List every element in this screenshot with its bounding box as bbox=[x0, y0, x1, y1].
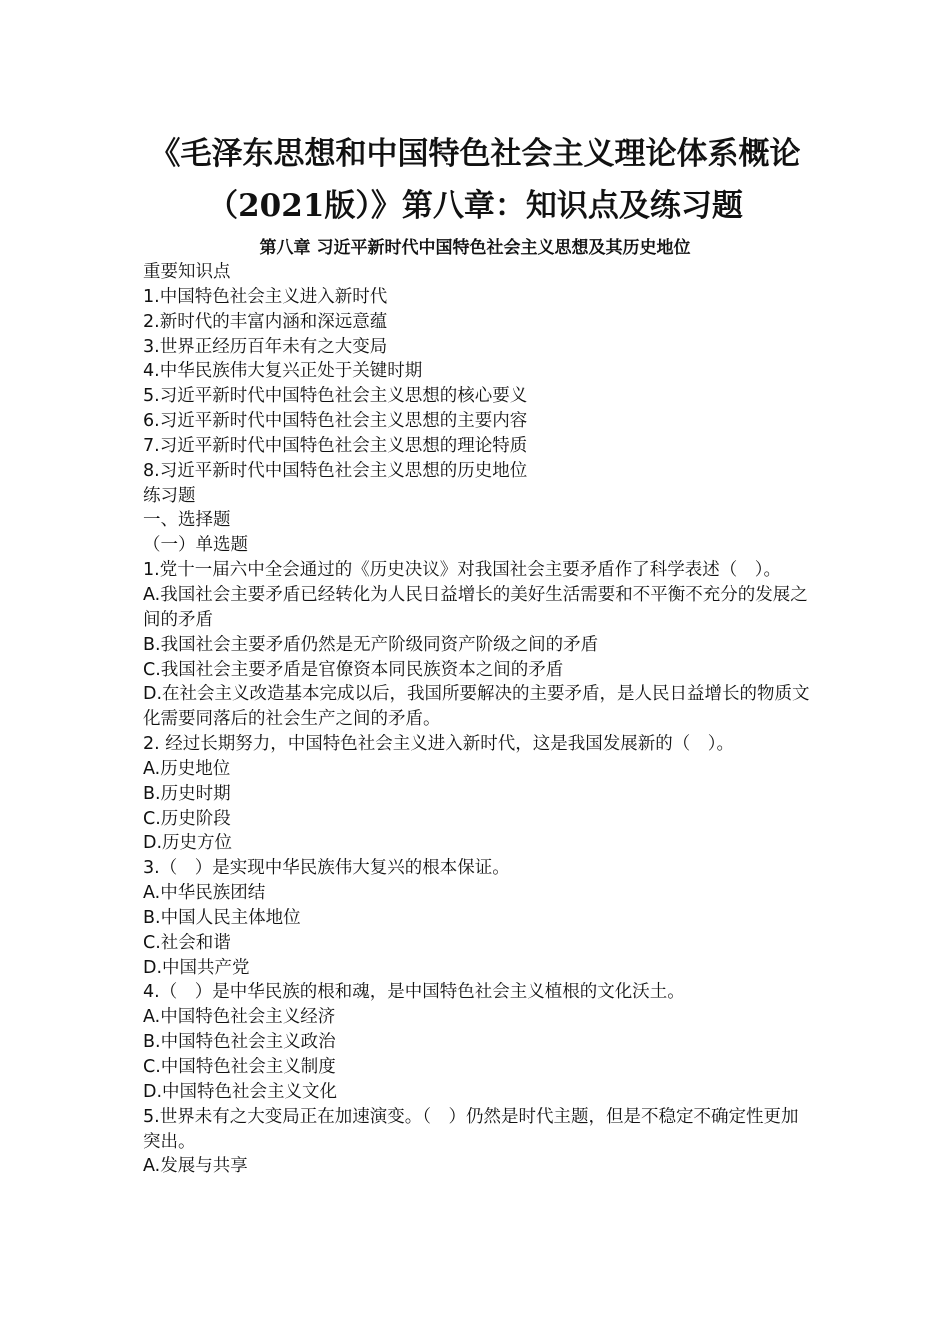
answer-option: A.历史地位 bbox=[143, 758, 231, 779]
knowledge-item: 5.习近平新时代中国特色社会主义思想的核心要义 bbox=[143, 386, 528, 407]
answer-option: A.中国特色社会主义经济 bbox=[143, 1007, 336, 1028]
answer-option: B.中国人民主体地位 bbox=[143, 907, 301, 928]
answer-option: A.我国社会主要矛盾已经转化为人民日益增长的美好生活需要和不平衡不充分的发展之间的矛盾 bbox=[143, 584, 808, 630]
question-stem: 3.（ ）是实现中华民族伟大复兴的根本保证。 bbox=[143, 858, 510, 879]
knowledge-item: 6.习近平新时代中国特色社会主义思想的主要内容 bbox=[143, 411, 528, 432]
document-body bbox=[143, 260, 811, 1179]
answer-option: D.中国特色社会主义文化 bbox=[143, 1081, 338, 1102]
knowledge-item: 4.中华民族伟大复兴正处于关键时期 bbox=[143, 361, 423, 382]
knowledge-item: 8.习近平新时代中国特色社会主义思想的历史地位 bbox=[143, 460, 528, 481]
knowledge-item: 1.中国特色社会主义进入新时代 bbox=[143, 286, 388, 307]
knowledge-item: 7.习近平新时代中国特色社会主义思想的理论特质 bbox=[143, 435, 528, 456]
knowledge-item: 2.新时代的丰富内涵和深远意蕴 bbox=[143, 311, 388, 332]
question-stem: 1.党十一届六中全会通过的《历史决议》对我国社会主要矛盾作了科学表述（ ）。 bbox=[143, 560, 781, 581]
answer-option: D.中国共产党 bbox=[143, 957, 250, 978]
question-stem: 2. 经过长期努力，中国特色社会主义进入新时代，这是我国发展新的（ ）。 bbox=[143, 734, 735, 755]
answer-option: C.社会和谐 bbox=[143, 932, 231, 953]
question-stem: 5.世界未有之大变局正在加速演变。（ ）仍然是时代主题，但是不稳定不确定性更加突出。 bbox=[143, 1106, 799, 1152]
subsection-heading: （一）单选题 bbox=[143, 535, 248, 556]
answer-option: B.我国社会主要矛盾仍然是无产阶级同资产阶级之间的矛盾 bbox=[143, 634, 599, 655]
answer-option: A.发展与共享 bbox=[143, 1156, 248, 1177]
answer-option: C.中国特色社会主义制度 bbox=[143, 1057, 336, 1077]
answer-option: D.历史方位 bbox=[143, 833, 233, 854]
document-title: 《毛泽东思想和中国特色社会主义理论体系概论（2021版）》第八章：知识点及练习题 bbox=[149, 136, 801, 224]
answer-option: C.历史阶段 bbox=[143, 808, 231, 829]
answer-option: B.中国特色社会主义政治 bbox=[143, 1032, 336, 1053]
answer-option: D.在社会主义改造基本完成以后，我国所要解决的主要矛盾，是人民日益增长的物质文化需要同落后的社会生产之间的矛盾。 bbox=[143, 684, 810, 730]
answer-option: B.历史时期 bbox=[143, 783, 231, 804]
question-stem: 4.（ ）是中华民族的根和魂，是中国特色社会主义植根的文化沃土。 bbox=[143, 982, 685, 1003]
answer-option: C.我国社会主要矛盾是官僚资本同民族资本之间的矛盾 bbox=[143, 659, 564, 680]
section-heading: 一、选择题 bbox=[143, 510, 231, 531]
knowledge-item: 3.世界正经历百年未有之大变局 bbox=[143, 336, 388, 357]
knowledge-heading: 重要知识点 bbox=[143, 262, 231, 282]
chapter-heading: 第八章 习近平新时代中国特色社会主义思想及其历史地位 bbox=[259, 238, 691, 258]
exercises-heading: 练习题 bbox=[143, 485, 196, 506]
answer-option: A.中华民族团结 bbox=[143, 883, 266, 904]
